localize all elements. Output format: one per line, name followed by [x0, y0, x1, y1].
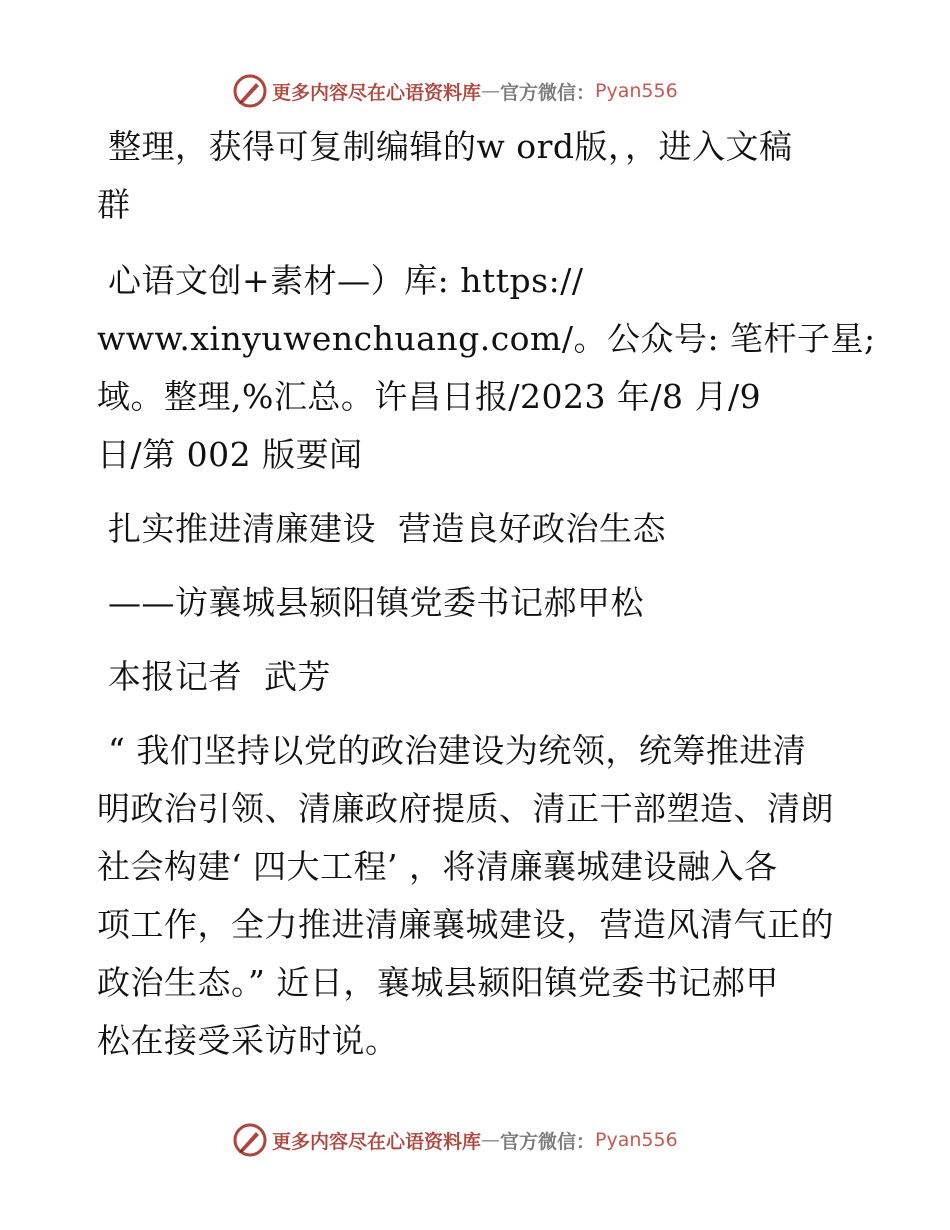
footer-banner	[232, 1120, 678, 1160]
paragraph-line: 明政治引领、清廉政府提质、清正干部塑造、清朗	[97, 789, 834, 828]
banner-separator: —	[481, 80, 501, 102]
banner-title: 更多内容尽在心语资料库	[272, 81, 482, 104]
banner-wechat-label: 官方微信：	[500, 1130, 596, 1153]
text-line: 群	[97, 185, 131, 224]
text-line: 域。整理,%汇总。许昌日报/2023 年/8 月/9	[97, 377, 762, 416]
banner-separator: —	[481, 1129, 501, 1151]
reporter-byline: 本报记者 武芳	[97, 657, 331, 696]
banner-title: 更多内容尽在心语资料库	[272, 1130, 482, 1153]
paragraph-line: 项工作，全力推进清廉襄城建设，营造风清气正的	[97, 905, 834, 944]
paragraph-line: 社会构建‘ 四大工程’ ，将清廉襄城建设融入各	[97, 847, 778, 886]
text-line: www.xinyuwenchuang.com/。公众号: 笔杆子星;	[97, 319, 876, 358]
text-line: 心语文创+素材—）库: https://	[97, 261, 584, 300]
text-line: 整理，获得可复制编辑的w ord版，，进入文稿	[97, 127, 793, 166]
paragraph-line: 松在接受采访时说。	[97, 1021, 399, 1060]
text-line: 日/第 002 版要闻	[97, 435, 363, 474]
paragraph-line: 政治生态。” 近日，襄城县颍阳镇党委书记郝甲	[97, 963, 779, 1002]
header-banner	[232, 71, 678, 111]
banner-wechat-label: 官方微信：	[500, 81, 596, 104]
banner-wechat-id: Pyan556	[595, 80, 678, 102]
paragraph-line: “ 我们坚持以党的政治建设为统领，统筹推进清	[97, 731, 807, 770]
pen-logo-icon	[232, 1122, 268, 1158]
article-title: 扎实推进清廉建设 营造良好政治生态	[97, 509, 666, 548]
banner-wechat-id: Pyan556	[595, 1129, 678, 1151]
article-subtitle: ——访襄城县颍阳镇党委书记郝甲松	[97, 583, 644, 622]
pen-logo-icon	[232, 73, 268, 109]
